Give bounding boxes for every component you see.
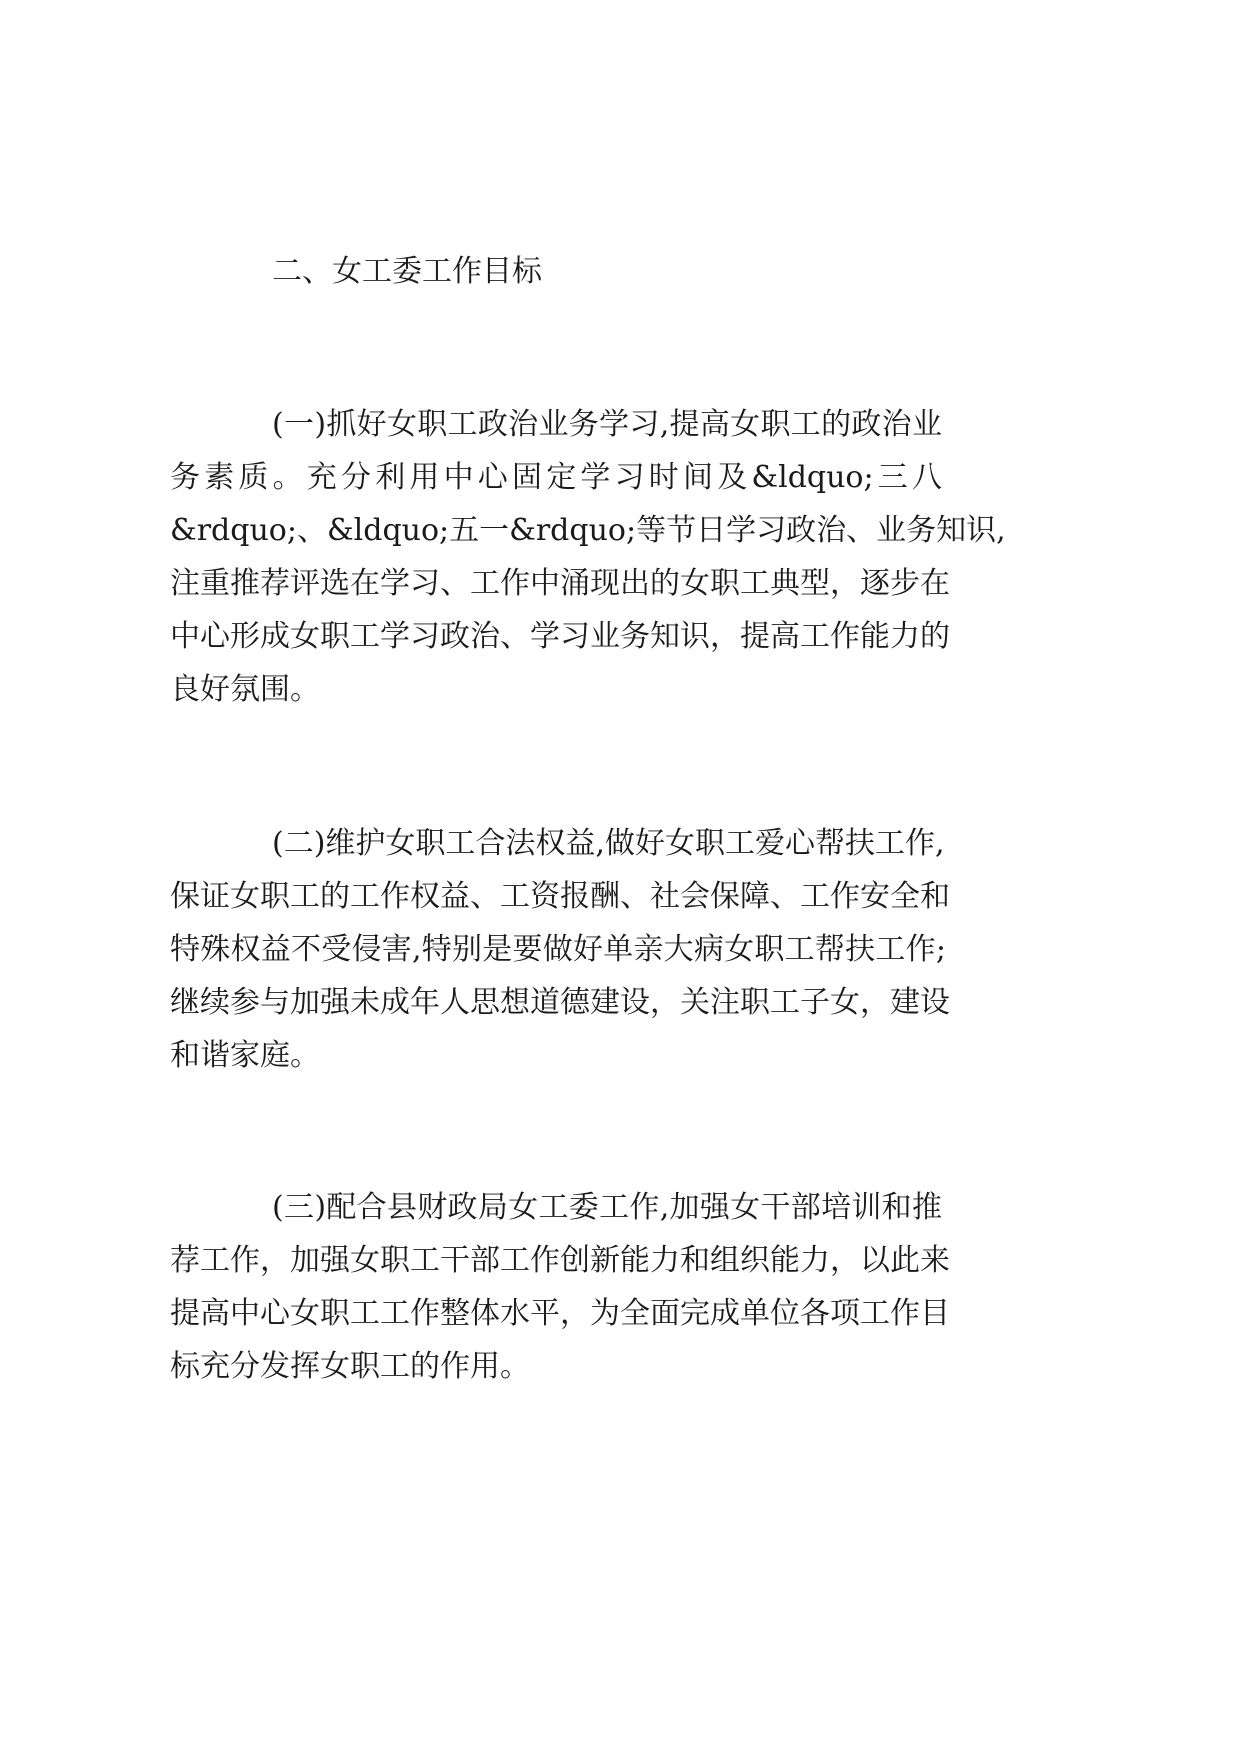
paragraph-line: 继续参与加强未成年人思想道德建设，关注职工子女，建设	[170, 985, 950, 1020]
paragraph-line: (三)配合县财政局女工委工作,加强女干部培训和推	[272, 1190, 942, 1225]
paragraph-line: 中心形成女职工学习政治、学习业务知识，提高工作能力的	[170, 619, 950, 654]
paragraph-line: (二)维护女职工合法权益,做好女职工爱心帮扶工作,	[272, 826, 945, 861]
paragraph-line: 特殊权益不受侵害,特别是要做好单亲大病女职工帮扶工作;	[170, 932, 946, 967]
paragraph-line: &rdquo;、&ldquo;五一&rdquo;等节日学习政治、业务知识,	[170, 513, 1006, 548]
paragraph-line: 注重推荐评选在学习、工作中涌现出的女职工典型，逐步在	[170, 566, 950, 601]
paragraph-line: 荐工作，加强女职工干部工作创新能力和组织能力，以此来	[170, 1243, 950, 1278]
paragraph-line: 提高中心女职工工作整体水平，为全面完成单位各项工作目	[170, 1296, 950, 1331]
paragraph-line: (一)抓好女职工政治业务学习,提高女职工的政治业	[272, 407, 942, 442]
paragraph-line: 和谐家庭。	[170, 1038, 320, 1073]
paragraph-line: 保证女职工的工作权益、工资报酬、社会保障、工作安全和	[170, 879, 950, 914]
section-heading: 二、女工委工作目标	[272, 254, 542, 289]
paragraph-line: 务素质。充分利用中心固定学习时间及&ldquo;三八	[170, 460, 942, 495]
paragraph-line: 标充分发挥女职工的作用。	[170, 1349, 530, 1384]
paragraph-line: 良好氛围。	[170, 672, 320, 707]
